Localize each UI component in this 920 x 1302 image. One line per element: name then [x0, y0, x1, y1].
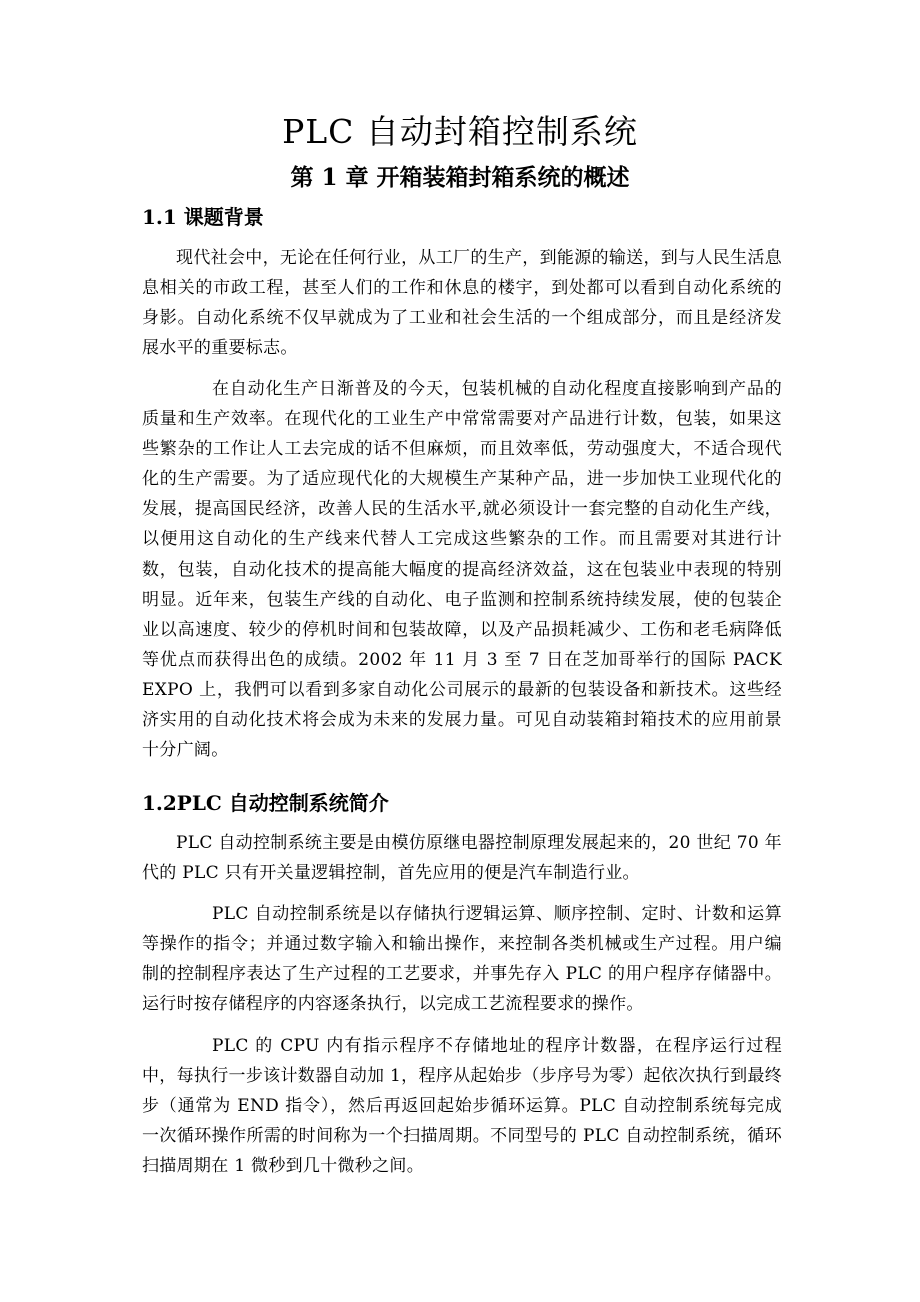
section-heading-1-2: 1.2PLC 自动控制系统简介 [142, 791, 389, 815]
paragraph: PLC 自动控制系统是以存储执行逻辑运算、顺序控制、定时、计数和运算等操作的指令；并通过数字输入和输出操作，来控制各类机械或生产过程。用户编制的控制程序表达了生产过程的工艺要求，并事先存入 PLC 的用户程序存储器中。运行时按存储程序的内容逐条执行，以完成工艺流程要求的操作。 [142, 904, 782, 1015]
paragraph: PLC 自动控制系统主要是由模仿原继电器控制原理发展起来的，20 世纪 70 年代的 PLC 只有开关量逻辑控制，首先应用的便是汽车制造行业。 [142, 833, 782, 884]
paragraph: 在自动化生产日渐普及的今天，包装机械的自动化程度直接影响到产品的质量和生产效率。在现代化的工业生产中常常需要对产品进行计数，包装，如果这些繁杂的工作让人工去完成的话不但麻烦，而且效率低，劳动强度大，不适合现代化的生产需要。为了适应现代化的大规模生产某种产品，进一步加快工业现代化的发展，提高国民经济，改善人民的生活水平,就必须设计一套完整的自动化生产线，以便用这自动化的生产线来代替人工完成这些繁杂的工作。而且需要对其进行计数，包装，自动化技术的提高能大幅度的提高经济效益，这在包装业中表现的特别明显。近年来，包装生产线的自动化、电子监测和控制系统持续发展，使的包装企业以高速度、较少的停机时间和包装故障，以及产品损耗减少、工伤和老毛病降低等优点而获得出色的成绩。2002 年 11 月 3 至 7 日在芝加哥举行的国际 PACK EXPO 上，我們可以看到多家自动化公司展示的最新的包装设备和新技术。这些经济实用的自动化技术将会成为未来的发展力量。可见自动装箱封箱技术的应用前景十分广阔。 [142, 379, 782, 761]
chapter-title: 第 1 章 开箱装箱封箱系统的概述 [290, 164, 630, 191]
paragraph: PLC 的 CPU 内有指示程序不存储地址的程序计数器，在程序运行过程中，每执行一步该计数器自动加 1，程序从起始步（步序号为零）起依次执行到最终步（通常为 END 指令），然后再返回起始步循环运算。PLC 自动控制系统每完成一次循环操作所需的时间称为一个扫描周期。不同型号的 PLC 自动控制系统，循环扫描周期在 1 微秒到几十微秒之间。 [142, 1036, 782, 1177]
section-heading-1-1: 1.1 课题背景 [142, 205, 264, 229]
paragraph: 现代社会中，无论在任何行业，从工厂的生产，到能源的输送，到与人民生活息息相关的市政工程，甚至人们的工作和休息的楼宇，到处都可以看到自动化系统的身影。自动化系统不仅早就成为了工业和社会生活的一个组成部分，而且是经济发展水平的重要标志。 [142, 248, 782, 359]
document-title: PLC 自动封箱控制系统 [282, 112, 638, 151]
